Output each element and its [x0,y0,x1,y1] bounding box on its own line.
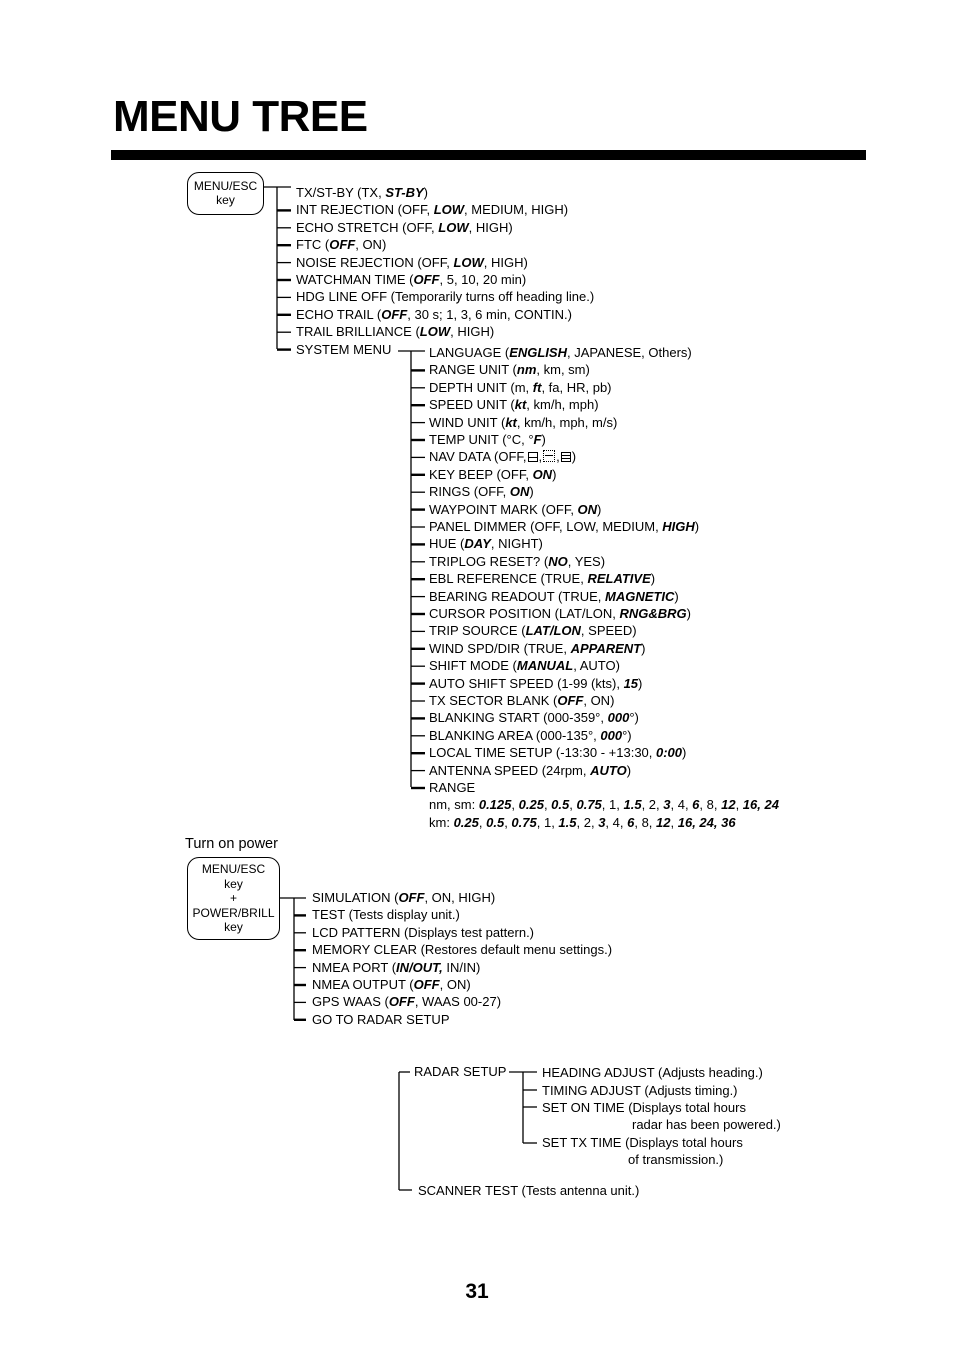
item-text: BLANKING AREA (000-135°, [429,727,601,743]
item-text: , km, sm) [536,362,590,378]
default-value: ON [577,501,598,517]
default-value: 3 [663,797,671,812]
radar-item-timing-adjust: TIMING ADJUST (Adjusts timing.) [542,1083,738,1098]
page-title: MENU TREE [113,92,368,141]
menu-item [296,324,494,339]
default-value: OFF [381,306,408,322]
item-text: , 8, [634,815,657,830]
power-menu-item [312,907,460,922]
item-text: , 2, [576,815,599,830]
system-menu-item [429,623,637,638]
item-text: , 1, [536,815,559,830]
item-text: , NIGHT) [490,536,543,552]
item-text: WIND UNIT ( [429,414,506,430]
default-value: RELATIVE [587,571,651,587]
item-text: , 1, [601,797,624,812]
nav-display-1-icon [528,452,538,462]
default-value: OFF [413,977,440,992]
item-text: °) [622,727,632,743]
default-value: 1.5 [623,797,642,812]
item-text: CURSOR POSITION (LAT/LON, [429,606,620,621]
system-menu-item [429,484,534,499]
system-menu-item [429,449,576,464]
system-menu-item [429,536,543,551]
item-text: , WAAS 00-27) [414,994,502,1010]
item-text: NOISE REJECTION (OFF, [296,254,454,270]
item-text: , [543,797,552,812]
item-text: , km/h, mph) [526,397,599,413]
item-text: , 4, [605,815,628,830]
system-menu-item [429,554,605,569]
default-value: 0.75 [511,815,537,830]
page-number: 31 [465,1280,489,1303]
item-text: LANGUAGE ( [429,345,510,360]
range-row [429,815,736,830]
power-menu-item [312,1012,450,1027]
item-text: km: [429,815,454,830]
item-text: , [538,449,543,465]
default-value: 0.125 [478,797,512,812]
item-text: , [511,797,519,812]
radar-item-set-tx-time: SET TX TIME (Displays total hours [542,1135,743,1150]
system-menu-item [429,676,642,691]
system-menu-item [429,728,632,743]
item-text: , 5, 10, 20 min) [439,272,527,287]
system-menu-item [429,467,556,482]
default-value: 0.5 [551,797,570,812]
item-text: KEY BEEP (OFF, [429,466,533,482]
system-menu-item [429,432,546,447]
default-value: ON [509,484,530,500]
system-menu-item [429,362,590,377]
menu-item [296,255,528,270]
power-key-line: key [224,876,243,891]
item-text: TEST (Tests display unit.) [312,907,460,923]
item-text: TRAIL BRILLIANCE ( [296,324,420,340]
default-value: AUTO [590,762,627,778]
item-text: WATCHMAN TIME ( [296,272,414,287]
item-text: ECHO STRETCH (OFF, [296,219,439,235]
item-text: , YES) [567,553,606,569]
default-value: 000 [607,710,630,726]
item-text: BEARING READOUT (TRUE, [429,588,606,604]
default-value: LOW [433,202,465,218]
menu-item [296,202,568,217]
item-text: , [670,815,678,830]
default-value: F [533,432,542,447]
item-text: , fa, HR, pb) [541,379,612,395]
item-text: ) [694,519,700,534]
power-menu-item [312,994,501,1009]
item-text: , JAPANESE, Others) [566,345,692,360]
item-text: , 30 s; 1, 3, 6 min, CONTIN.) [407,306,572,322]
item-text: nm, sm: [429,797,479,812]
default-value: nm [516,362,537,378]
default-value: 12 [656,815,671,830]
default-value: MANUAL [516,658,574,674]
default-value: APPARENT [570,640,642,656]
item-text: TX/ST-BY (TX, [296,185,386,200]
default-value: OFF [329,237,356,253]
default-value: 12 [721,797,736,812]
system-menu-item [429,658,620,673]
item-text: HDG LINE OFF (Temporarily turns off heading line.) [296,289,595,305]
item-text: °) [629,710,639,726]
system-menu-item [429,763,631,778]
radar-setup-label: RADAR SETUP [414,1064,507,1079]
system-menu-item [429,745,686,760]
power-menu-item [312,890,495,905]
system-menu-item [429,380,612,395]
power-menu-item [312,977,471,992]
default-value: 1.5 [558,815,577,830]
default-value: 15 [623,675,639,691]
item-text: INT REJECTION (OFF, [296,202,434,218]
turn-on-power-label: Turn on power [185,836,278,852]
default-value: LOW [438,219,469,235]
power-menu-item [312,960,480,975]
item-text: , 2, [641,797,664,812]
default-value: 0:00 [656,745,683,761]
item-text: ) [638,675,643,691]
default-value: DAY [464,536,491,552]
menu-item [296,307,572,322]
default-value: ENGLISH [509,345,567,360]
default-value: kt [505,414,517,430]
menu-item [296,237,386,252]
default-value: HIGH [662,519,695,534]
power-key-line: + [229,891,237,905]
menu-key-line: MENU/ESC [193,179,258,193]
radar-item-set-tx-time-cont: of transmission.) [628,1152,724,1167]
power-key-line: POWER/BRILL [192,905,275,920]
menu-item [296,272,526,287]
item-text: , [504,815,512,830]
default-value: 0.5 [486,815,505,830]
item-text: WIND SPD/DIR (TRUE, [429,640,571,656]
power-key-box [187,857,280,940]
power-menu-item [312,925,534,940]
system-menu-item [429,641,645,656]
item-text: ECHO TRAIL ( [296,306,382,322]
default-value: 16, 24 [742,797,779,812]
item-text: RINGS (OFF, [429,484,510,500]
radar-item-set-on-time: SET ON TIME (Displays total hours [542,1100,746,1115]
item-text: , km/h, mph, m/s) [516,414,618,430]
default-value: ON [532,466,553,482]
item-text: TRIPLOG RESET? ( [429,553,549,569]
system-menu-item [429,589,679,604]
item-text: DEPTH UNIT (m, [429,379,533,395]
item-text: ) [682,745,687,761]
item-text: WAYPOINT MARK (OFF, [429,501,578,517]
default-value: LOW [453,254,484,270]
item-text: ) [597,501,602,517]
radar-item-heading-adjust: HEADING ADJUST (Adjusts heading.) [542,1065,763,1080]
default-value: 0.75 [576,797,602,812]
item-text: MEMORY CLEAR (Restores default menu settings.) [312,942,613,958]
default-value: 000 [600,727,623,743]
default-value: MAGNETIC [605,588,675,604]
item-text: AUTO SHIFT SPEED (1-99 (kts), [429,675,624,691]
item-text: TEMP UNIT (°C, ° [429,432,534,447]
default-value: 6 [627,815,635,830]
item-text: , [478,815,487,830]
default-value: 3 [598,815,606,830]
item-text: LCD PATTERN (Displays test pattern.) [312,924,535,940]
default-value: OFF [557,693,584,708]
item-text: , SPEED) [580,623,637,639]
item-text: , 4, [670,797,693,812]
item-text: ) [541,432,546,447]
item-text: NAV DATA (OFF, [429,449,527,465]
menu-item [296,185,428,200]
item-text: ) [552,466,557,482]
radar-item-set-on-time-cont: radar has been powered.) [632,1117,781,1132]
system-menu-item [429,780,475,795]
default-value: kt [514,397,527,413]
default-value: 6 [692,797,700,812]
default-value: OFF [398,890,425,905]
menu-item [296,342,391,357]
nav-display-2-icon [543,450,555,462]
range-row [429,797,779,812]
default-value: LAT/LON [525,623,581,639]
item-text: TX SECTOR BLANK ( [429,693,558,708]
system-menu-item [429,571,655,586]
item-text: ) [423,185,428,200]
item-text: SYSTEM MENU [296,341,392,357]
menu-item [296,220,513,235]
item-text: EBL REFERENCE (TRUE, [429,571,588,587]
item-text: LOCAL TIME SETUP (-13:30 - +13:30, [429,745,656,761]
item-text: , HIGH) [468,219,513,235]
item-text: ) [686,606,691,621]
item-text: , [556,449,560,465]
nav-display-3-icon [561,452,571,462]
item-text: RANGE UNIT ( [429,362,517,378]
item-text: IN/IN) [442,959,481,975]
power-key-line: key [224,920,243,934]
item-text: GO TO RADAR SETUP [312,1011,450,1027]
power-menu-item [312,942,612,957]
default-value: ft [532,379,542,395]
menu-item [296,289,594,304]
default-value: ST-BY [385,185,424,200]
item-text: PANEL DIMMER (OFF, LOW, MEDIUM, [429,519,663,534]
item-text: ANTENNA SPEED (24rpm, [429,762,591,778]
item-text: , HIGH) [450,324,495,340]
system-menu-item [429,415,617,430]
item-text: , ON) [583,693,615,708]
system-menu-item [429,397,599,412]
item-text: , AUTO) [573,658,620,674]
item-text: ) [626,762,632,778]
item-text: ) [641,640,646,656]
item-text: RANGE [429,780,476,795]
default-value: IN/OUT, [396,959,443,975]
item-text: ) [674,588,679,604]
system-menu-item [429,345,692,360]
item-text: NMEA PORT ( [312,959,397,975]
item-text: GPS WAAS ( [312,994,389,1010]
item-text: , ON, HIGH) [424,890,496,905]
item-text: HUE ( [429,536,465,552]
item-text: SHIFT MODE ( [429,658,517,674]
item-text: , [569,797,577,812]
scanner-test-item: SCANNER TEST (Tests antenna unit.) [418,1183,640,1198]
item-text: SPEED UNIT ( [429,397,515,413]
default-value: 0.25 [518,797,544,812]
item-text: , 8, [699,797,722,812]
item-text: NMEA OUTPUT ( [312,977,414,992]
item-text: SIMULATION ( [312,890,399,905]
system-menu-item [429,519,699,534]
item-text: , MEDIUM, HIGH) [464,202,569,218]
system-menu-item [429,693,614,708]
item-text: , ON) [355,237,387,253]
default-value: 16, 24, 36 [677,815,736,830]
system-menu-item [429,606,691,621]
default-value: 0.25 [453,815,479,830]
item-text: FTC ( [296,237,330,253]
item-text: , ON) [439,977,471,992]
item-text: ) [571,449,577,465]
system-menu-item [429,502,601,517]
default-value: OFF [413,272,440,287]
default-value: LOW [419,324,451,340]
system-menu-item [429,710,639,725]
item-text: ) [529,484,534,500]
item-text: BLANKING START (000-359°, [429,710,608,726]
default-value: OFF [388,994,415,1010]
item-text: , HIGH) [483,254,528,270]
default-value: NO [548,553,568,569]
item-text: TRIP SOURCE ( [429,623,526,639]
power-key-line: MENU/ESC [201,862,266,876]
default-value: RNG&BRG [619,606,687,621]
item-text: ) [650,571,656,587]
item-text: , [735,797,743,812]
menu-key-line: key [216,193,235,207]
